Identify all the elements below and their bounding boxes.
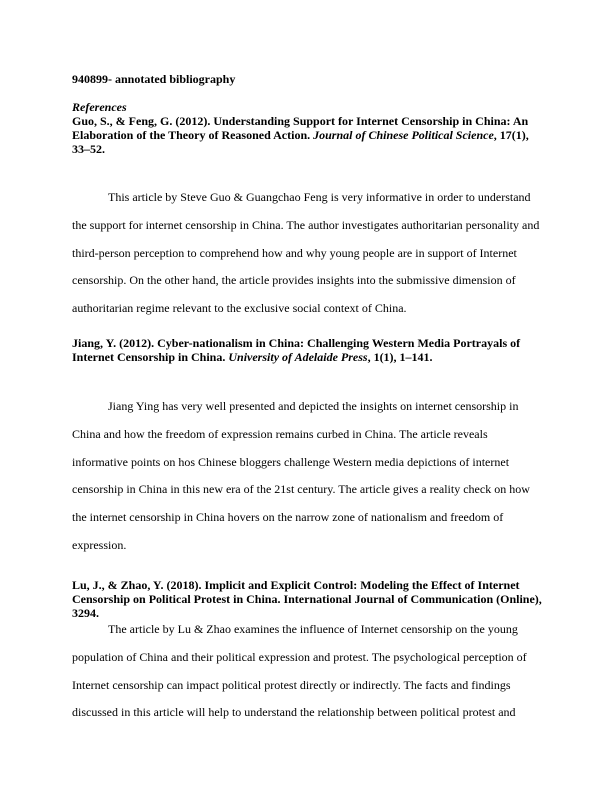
citation-tail: , 1(1), 1–141. bbox=[367, 350, 433, 364]
annotation-line: the internet censorship in China hovers on the narrow zone of nationalism and freedom of bbox=[72, 510, 504, 525]
citation-jiang bbox=[72, 336, 542, 364]
citation-main: Guo, S., & Feng, G. (2012). Understanding Support for Internet Censorship in China: An Elaboration of the Theory of Reasoned Action. bbox=[72, 114, 529, 142]
citation-lu-zhao bbox=[72, 578, 542, 620]
annotation-line: population of China and their political expression and protest. The psychological perception of bbox=[72, 649, 527, 664]
annotation-line: informative points on hos Chinese bloggers challenge Western media depictions of internet bbox=[72, 454, 510, 469]
citation-journal: University of Adelaide Press bbox=[228, 350, 368, 364]
citation-main: Jiang, Y. (2012). Cyber-nationalism in China: Challenging Western Media Portrayals of Internet Censorship in China. bbox=[72, 336, 521, 364]
references-heading: References bbox=[72, 100, 127, 114]
annotation-line: third-person perception to comprehend how and why young people are in support of Internet bbox=[72, 245, 517, 260]
citation-tail: , 17(1), 33–52. bbox=[72, 128, 529, 156]
citation-main: Lu, J., & Zhao, Y. (2018). Implicit and Explicit Control: Modeling the Effect of Internet Censorship on Political Protest in China. International Journal of Communication (Online), 3294. bbox=[72, 578, 542, 620]
annotation-line: authoritarian regime relevant to the exclusive social context of China. bbox=[72, 301, 407, 316]
annotation-line: China and how the freedom of expression remains curbed in China. The article reveals bbox=[72, 426, 488, 441]
annotation-line: discussed in this article will help to understand the relationship between political protest and bbox=[72, 705, 516, 720]
annotation-line: Internet censorship can impact political protest directly or indirectly. The facts and findings bbox=[72, 677, 511, 692]
annotation-line: expression. bbox=[72, 537, 127, 552]
annotation-line: censorship in China in this new era of the 21st century. The article gives a reality check on how bbox=[72, 482, 530, 497]
annotation-line: This article by Steve Guo & Guangchao Feng is very informative in order to understand bbox=[108, 190, 531, 204]
annotation-line: Jiang Ying has very well presented and depicted the insights on internet censorship in bbox=[108, 399, 519, 413]
document-title: 940899- annotated bibliography bbox=[72, 72, 236, 86]
citation-guo-feng bbox=[72, 114, 542, 156]
annotation-line: the support for internet censorship in China. The author investigates authoritarian personality and bbox=[72, 217, 540, 232]
annotation-line: The article by Lu & Zhao examines the influence of Internet censorship on the young bbox=[108, 622, 518, 636]
annotation-lu-zhao bbox=[72, 616, 542, 727]
annotation-guo-feng bbox=[72, 184, 542, 323]
annotation-jiang bbox=[72, 393, 542, 560]
annotation-line: censorship. On the other hand, the article provides insights into the submissive dimension of bbox=[72, 273, 516, 288]
citation-journal: Journal of Chinese Political Science bbox=[313, 128, 494, 142]
